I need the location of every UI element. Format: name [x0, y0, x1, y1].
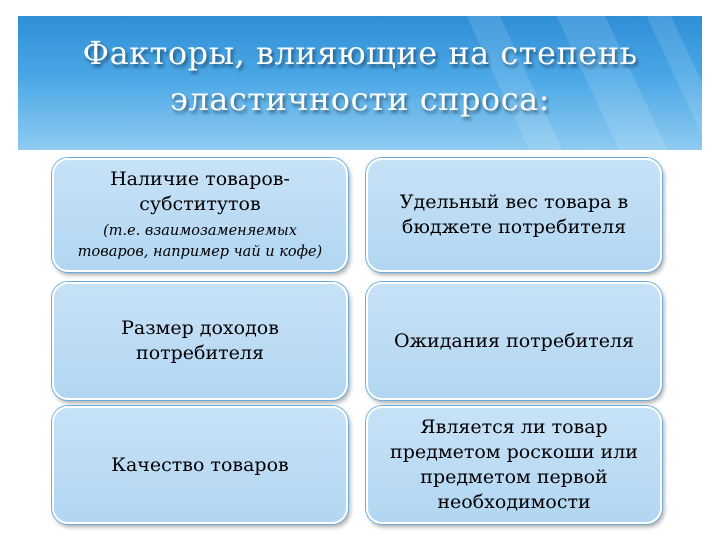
factor-box-quality [52, 406, 348, 524]
factor-box-income [52, 282, 348, 400]
factor-label: необходимости [437, 491, 591, 513]
factor-label: потребителя [136, 342, 264, 364]
factor-note [78, 221, 322, 263]
slide-title [18, 30, 702, 122]
factor-label: бюджете потребителя [401, 216, 627, 238]
factor-label: субститутов [139, 193, 261, 215]
factor-label: предметом первой [420, 466, 608, 488]
factor-label: предметом роскоши или [390, 441, 638, 463]
factor-box-expectations [366, 282, 662, 400]
factor-box-luxury-necessity [366, 406, 662, 524]
slide-title-line: эластичности спроса: [170, 80, 550, 118]
factor-label: Ожидания потребителя [393, 329, 635, 352]
factor-label: Удельный вес товара в [399, 191, 629, 213]
factor-note-line: (т.е. взаимозаменяемых [103, 223, 297, 239]
slide-title-line: Факторы, влияющие на степень [82, 34, 638, 72]
factor-label: Наличие товаров- [110, 168, 290, 190]
factor-box-substitutes [52, 158, 348, 272]
factor-note-line: товаров, например чай и кофе) [77, 244, 323, 260]
factor-label: Размер доходов [121, 317, 279, 339]
factor-box-budget-share [366, 158, 662, 272]
factor-label: Качество товаров [111, 453, 289, 476]
factor-label: Является ли товар [420, 416, 608, 438]
